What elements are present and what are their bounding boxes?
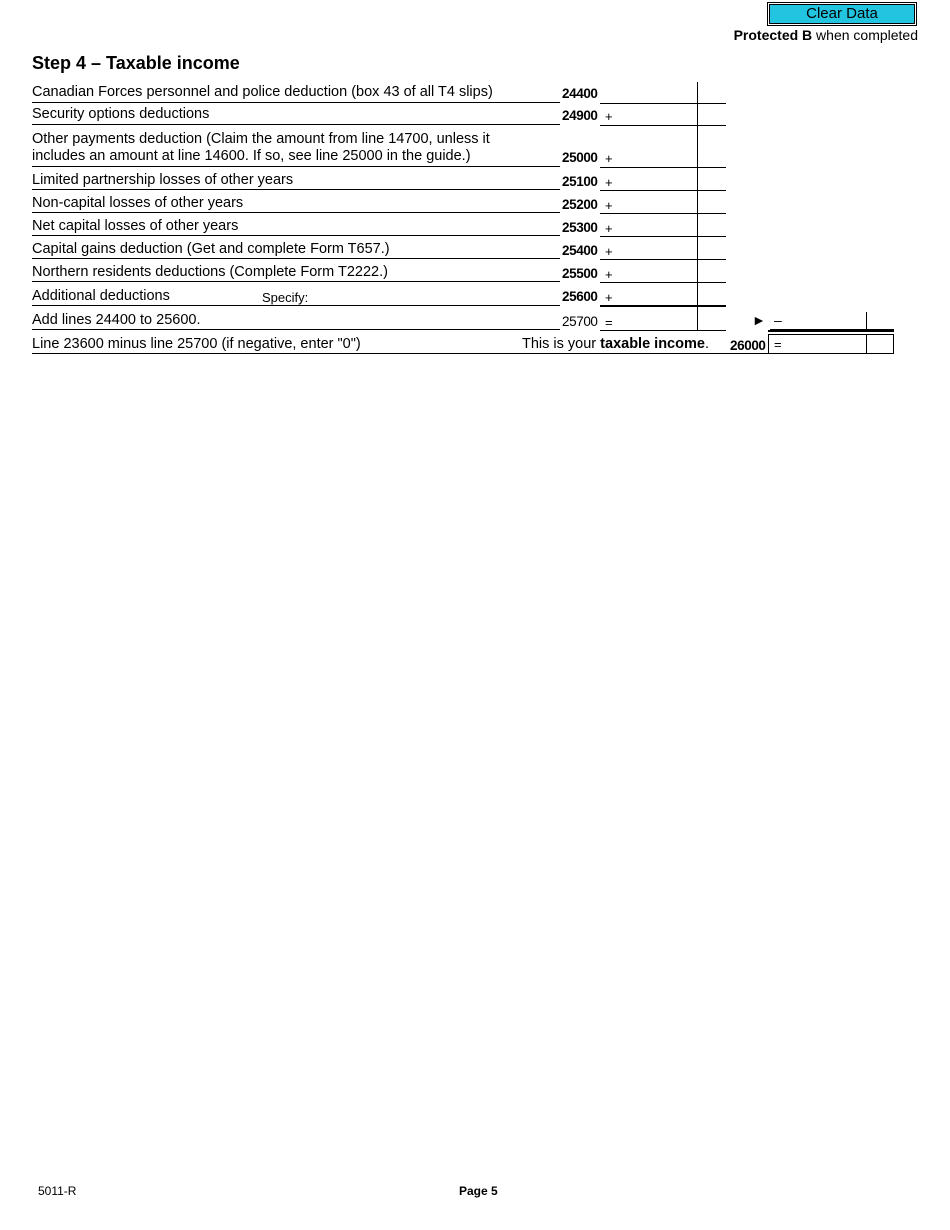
line-25100-underline (32, 189, 560, 190)
line-25100-row (32, 168, 726, 191)
form-id: 5011-R (38, 1184, 77, 1198)
line-26000-cents-separator (866, 335, 867, 353)
line-25500-sign: + (605, 267, 613, 282)
line-25700-carry-dollars-input[interactable] (786, 313, 864, 329)
line-25700-cents-input[interactable] (699, 309, 725, 327)
line-25000-dollars-input[interactable] (616, 148, 694, 166)
line-24400-underline (32, 102, 560, 103)
line-25700-sign: = (605, 315, 613, 330)
line-24900-code: 24900 (562, 108, 598, 123)
line-25100-cents-input[interactable] (699, 170, 725, 188)
line-25300-cents-input[interactable] (699, 216, 725, 234)
line-24400-dollars-input[interactable] (616, 84, 694, 102)
line-24900-label: Security options deductions (32, 106, 210, 122)
line-24900-cents-separator (697, 104, 698, 126)
line-26000-label: Line 23600 minus line 25700 (if negative, enter "0") (32, 336, 361, 352)
line-24400-code: 24400 (562, 86, 598, 101)
taxable-income-note (522, 336, 709, 352)
line-24900-field (600, 104, 726, 126)
line-25700-cents-separator (697, 307, 698, 331)
line-25000-cents-input[interactable] (699, 148, 725, 166)
line-25700-row (32, 307, 726, 331)
line-25200-cents-separator (697, 191, 698, 214)
line-25000-row (32, 126, 726, 168)
line-25600-underline (32, 305, 560, 306)
line-25400-code: 25400 (562, 243, 598, 258)
line-25600-field (600, 283, 726, 307)
carry-over-arrow-icon: ► (752, 312, 766, 328)
line-25500-cents-separator (697, 260, 698, 283)
line-26000-sign: = (774, 337, 782, 352)
line-25700-code: 25700 (562, 314, 598, 329)
line-25400-row (32, 237, 726, 260)
line-25000-cents-separator (697, 126, 698, 168)
line-26000-dollars-input[interactable] (785, 336, 863, 352)
line-25600-dollars-input[interactable] (616, 285, 694, 303)
line-25700-dollars-input[interactable] (616, 309, 694, 327)
line-25600-cents-separator (697, 283, 698, 306)
line-25400-label: Capital gains deduction (Get and complete Form T657.) (32, 241, 390, 257)
line-25700-carry-cents-separator (866, 312, 867, 330)
protected-when-completed: when completed (812, 27, 918, 43)
line-26000-field (768, 334, 894, 354)
line-25300-cents-separator (697, 214, 698, 237)
line-24400-field (600, 82, 726, 104)
line-25000-label-line1: Other payments deduction (Claim the amount from line 14700, unless it (32, 131, 490, 147)
final-top-rule (768, 330, 894, 332)
line-25300-dollars-input[interactable] (616, 216, 694, 234)
line-24400-cents-input[interactable] (699, 84, 725, 102)
line-25600-label: Additional deductions (32, 288, 170, 304)
line-25400-cents-separator (697, 237, 698, 260)
line-25300-underline (32, 235, 560, 236)
line-25200-cents-input[interactable] (699, 193, 725, 211)
line-25500-row (32, 260, 726, 283)
line-25500-label: Northern residents deductions (Complete Form T2222.) (32, 264, 388, 280)
line-24900-cents-input[interactable] (699, 106, 725, 124)
line-26000-cents-input[interactable] (868, 336, 892, 352)
line-25500-dollars-input[interactable] (616, 262, 694, 280)
carry-over-minus-sign: – (774, 312, 782, 328)
line-26000-code: 26000 (730, 338, 766, 353)
line-25600-sign: + (605, 290, 613, 305)
line-25200-underline (32, 212, 560, 213)
line-25200-row (32, 191, 726, 214)
line-25500-cents-input[interactable] (699, 262, 725, 280)
line-25300-code: 25300 (562, 220, 598, 235)
line-25200-label: Non-capital losses of other years (32, 195, 244, 211)
line-25600-code: 25600 (562, 289, 598, 304)
line-25700-underline (32, 329, 560, 330)
line-25600-cents-input[interactable] (699, 285, 725, 303)
line-25400-cents-input[interactable] (699, 239, 725, 257)
line-25200-sign: + (605, 198, 613, 213)
line-25100-dollars-input[interactable] (616, 170, 694, 188)
line-25300-row (32, 214, 726, 237)
line-25000-label-line2: includes an amount at line 14600. If so, see line 25000 in the guide.) (32, 148, 471, 164)
line-25000-sign: + (605, 151, 613, 166)
line-25500-code: 25500 (562, 266, 598, 281)
line-24900-sign: + (605, 109, 613, 124)
taxable-income-note-bold: taxable income (600, 336, 705, 352)
line-24400-cents-separator (697, 82, 698, 104)
line-25300-label: Net capital losses of other years (32, 218, 239, 234)
line-25400-dollars-input[interactable] (616, 239, 694, 257)
line-25100-code: 25100 (562, 174, 598, 189)
line-25200-field (600, 191, 726, 214)
line-24400-row (32, 82, 726, 104)
line-25500-underline (32, 281, 560, 282)
line-25000-underline (32, 166, 560, 167)
line-25100-field (600, 168, 726, 191)
line-25700-field (600, 307, 726, 331)
line-25200-code: 25200 (562, 197, 598, 212)
line-25100-label: Limited partnership losses of other years (32, 172, 294, 188)
clear-data-button[interactable]: Clear Data (769, 4, 915, 24)
line-24400-label: Canadian Forces personnel and police deduction (box 43 of all T4 slips) (32, 84, 493, 100)
line-25100-sign: + (605, 175, 613, 190)
line-26000-underline (32, 353, 768, 354)
line-25600-row (32, 283, 726, 307)
page-number: Page 5 (459, 1184, 498, 1198)
taxable-income-note-suffix: . (704, 336, 709, 352)
line-25200-dollars-input[interactable] (616, 193, 694, 211)
line-25100-cents-separator (697, 168, 698, 191)
line-25000-field (600, 126, 726, 168)
specify-label: Specify: (262, 290, 309, 305)
line-25400-sign: + (605, 244, 613, 259)
line-24900-underline (32, 124, 560, 125)
protected-b-label: Protected B (733, 27, 813, 43)
line-24900-dollars-input[interactable] (616, 106, 694, 124)
line-24900-row (32, 104, 726, 126)
protected-b-notice (734, 27, 918, 43)
specify-input[interactable] (317, 289, 555, 305)
line-25700-carry-cents-input[interactable] (869, 313, 893, 329)
line-25700-label: Add lines 24400 to 25600. (32, 312, 201, 328)
line-25700-carry-field (770, 312, 894, 330)
line-25500-field (600, 260, 726, 283)
line-25400-underline (32, 258, 560, 259)
line-25400-field (600, 237, 726, 260)
line-25000-code: 25000 (562, 150, 598, 165)
line-25300-field (600, 214, 726, 237)
line-25300-sign: + (605, 221, 613, 236)
page-title: Step 4 – Taxable income (32, 53, 240, 73)
taxable-income-note-prefix: This is your (522, 336, 601, 352)
